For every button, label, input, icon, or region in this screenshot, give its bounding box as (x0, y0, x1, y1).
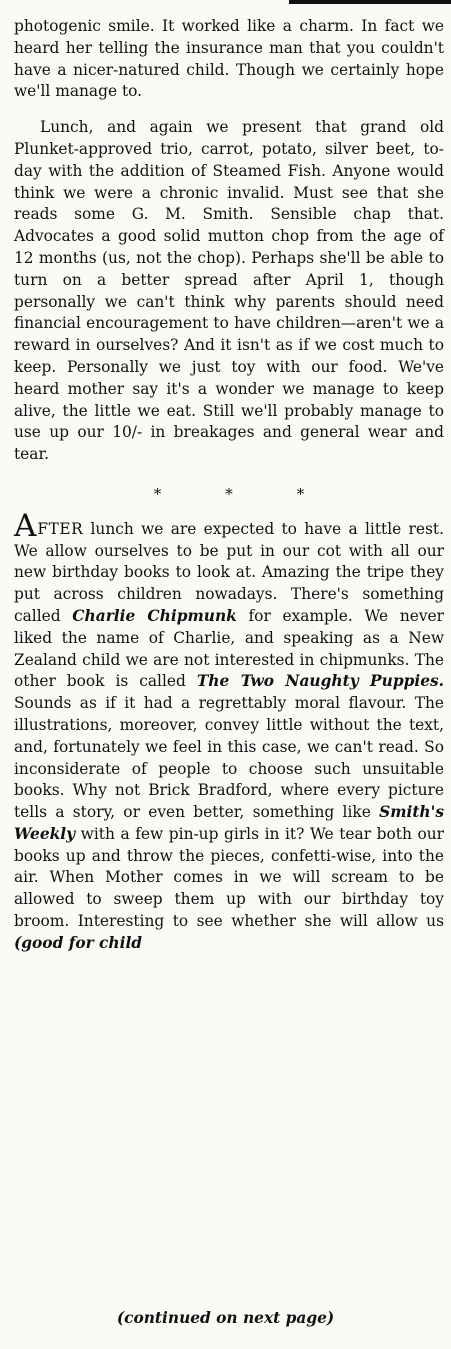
article-column (14, 16, 444, 955)
separator-star: * (296, 484, 305, 503)
lead-caps: FTER (37, 519, 84, 538)
separator-star: * (225, 484, 233, 503)
continued-note: (continued on next page) (116, 1309, 335, 1327)
separator-star: * (153, 484, 162, 503)
paragraph-3-text-3: Sounds as if it had a regrettably moral flavour. The illustrations, moreover, convey little without the text, and, fortunately we feel in this case, we can't read. So inconsiderate of people to choose such unsuitable books. Why not Brick Bradford, where every picture tells a story, or even better, something like (14, 694, 444, 822)
book-title-charlie-chipmunk: Charlie Chipmunk (72, 606, 237, 625)
section-separator (14, 484, 444, 506)
aside-good-for-child: (good for child (14, 933, 143, 952)
top-rule (289, 0, 451, 4)
paragraph-1: photogenic smile. It worked like a charm. In fact we heard her telling the insurance man that you couldn't have a nicer-natured child. Though we certainly hope we'll manage to. (14, 17, 444, 101)
paragraph-3 (14, 507, 445, 955)
paragraph-2: Lunch, and again we present that grand old Plunket-approved trio, carrot, potato, silver beet, to-day with the addition of Steamed Fish. Anyone would think we were a chronic invalid. Must see that she reads some G. M. Smith. Sensible chap that. Advocates a good solid mutton chop from the age of 12 months (us, not the chop). Perhaps she'll be able to turn on a better spread after April 1, though personally we can't think why parents should need financial encouragement to have children—aren't we a reward in ourselves? And it isn't as if we cost much to keep. Personally we just toy with our food. We've heard mother say it's a wonder we manage to keep alive, the little we eat. Still we'll probably manage to use up our 10/- in breakages and general wear and tear. (14, 118, 444, 464)
paragraph-3-text-2: for example. We never liked the name of Charlie, and speaking as a New Zealand child we are not interested in chipmunks. The other book is called (14, 606, 444, 691)
paragraph-3-text-4: with a few pin-up girls in it? We tear both our books up and throw the pieces, confetti-wise, into the air. When Mother comes in we will scream to be allowed to sweep them up with our birthday toy broom. Interesting to see whether she will allow us (14, 824, 444, 931)
drop-cap: A (14, 507, 37, 544)
book-title-two-naughty-puppies: The Two Naughty Puppies. (196, 672, 445, 691)
magazine-title-smiths-weekly: Smith's Weekly (14, 803, 444, 843)
paragraph-3-text-1: lunch we are expected to have a little rest. We allow ourselves to be put in our cot with all our new birthday books to look at. Amazing the tripe they put across children nowadays. There's something called (14, 519, 444, 625)
